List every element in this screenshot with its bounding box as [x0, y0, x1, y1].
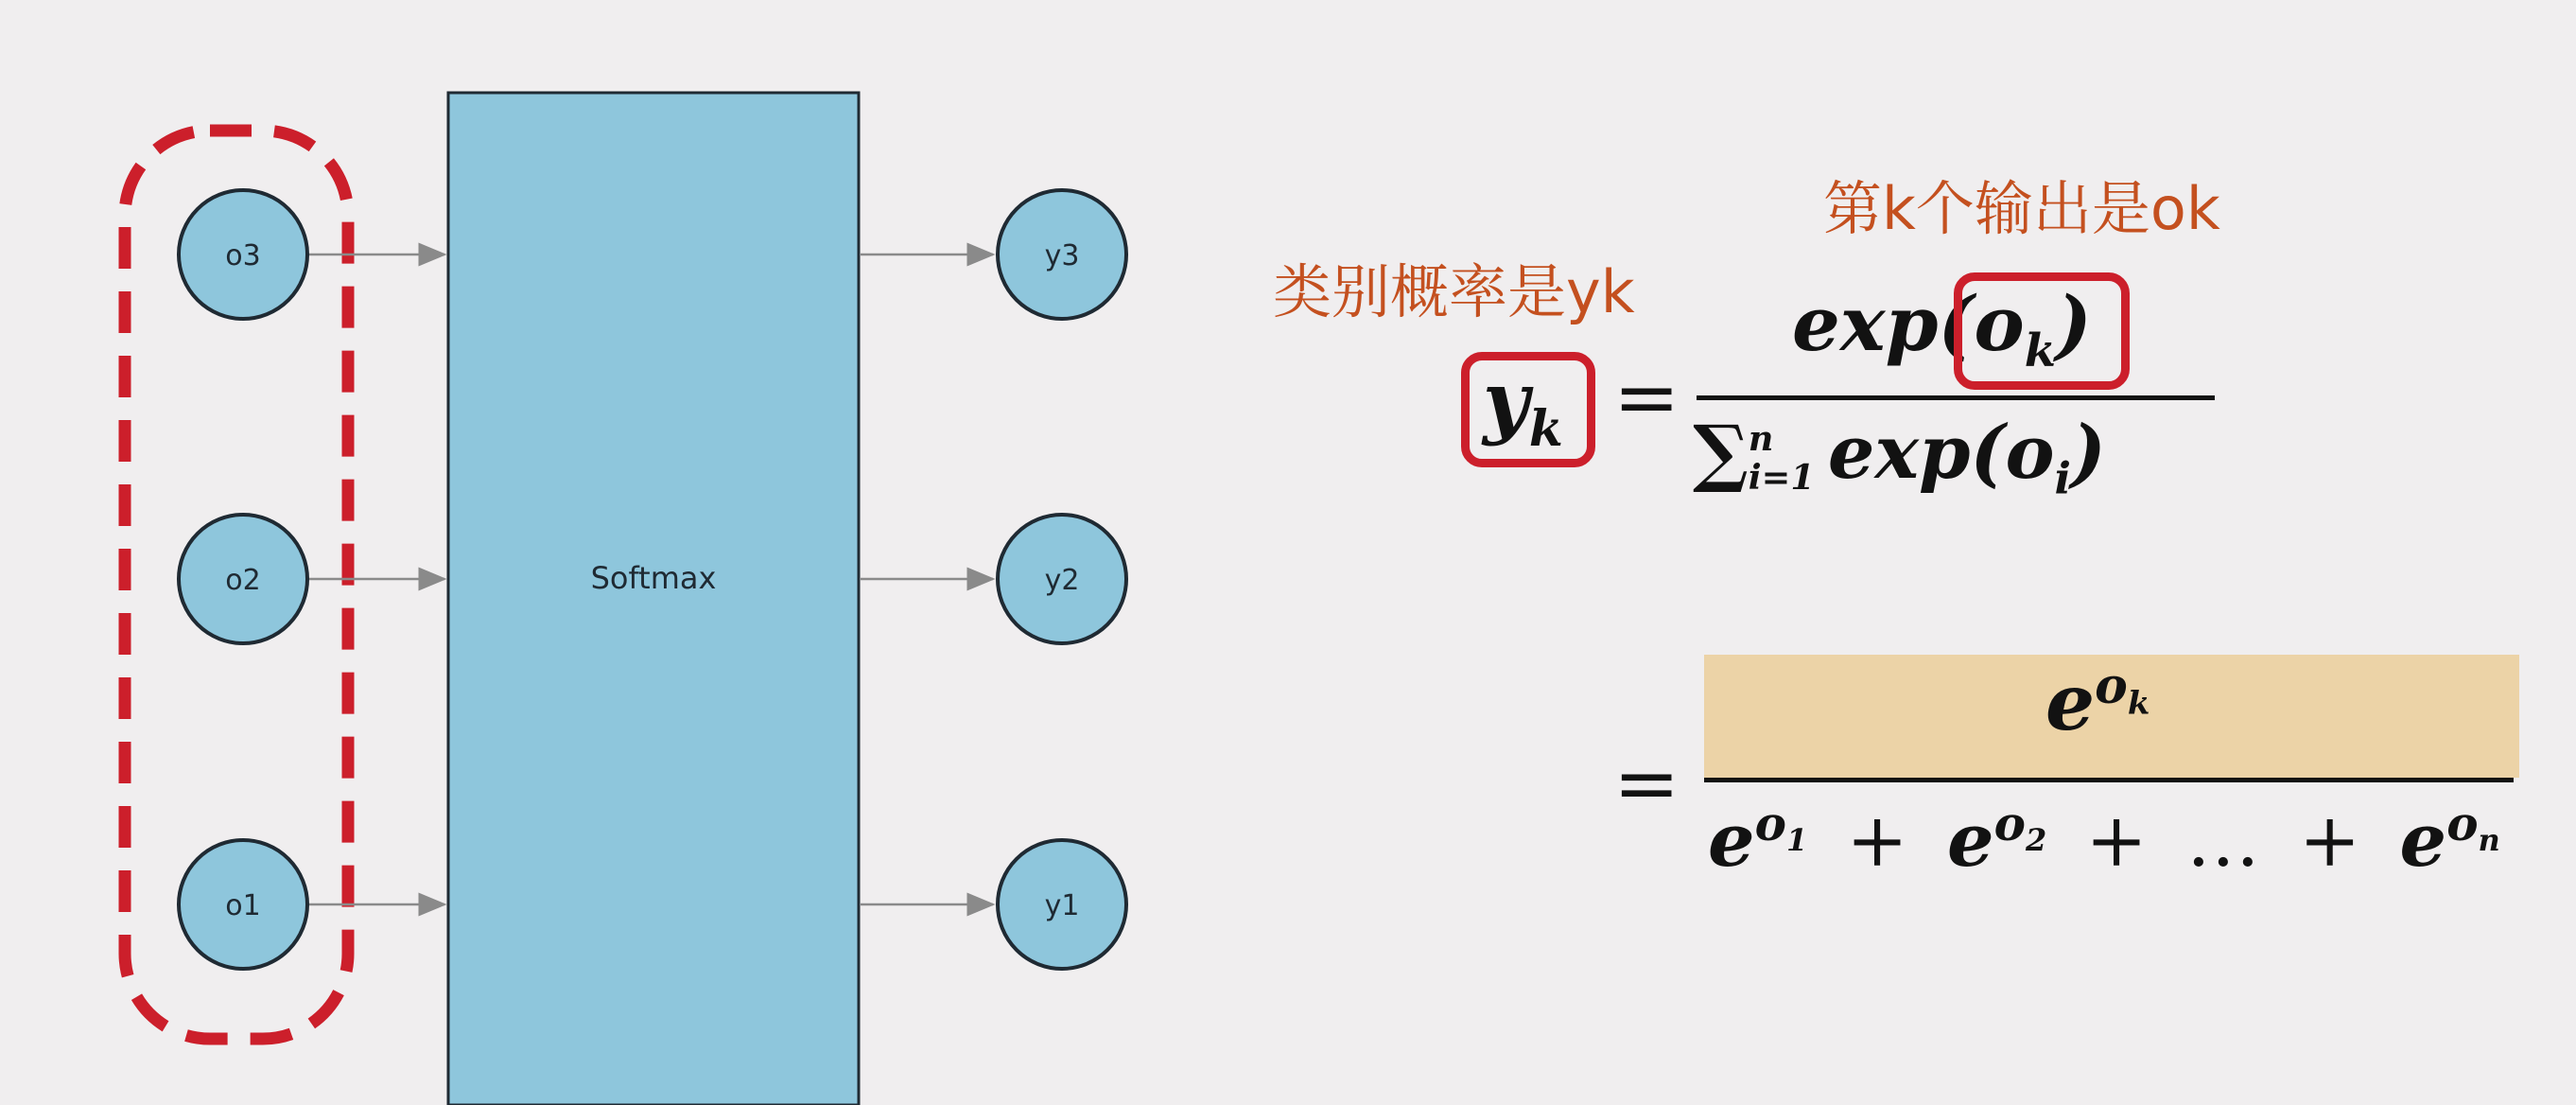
lhs-yk: $y_k$: [1483, 354, 1563, 458]
output-annotation: 第k个输出是ok: [1823, 174, 2220, 243]
output-node-y1-label: y1: [1044, 889, 1080, 922]
equals-sign-1: =: [1613, 351, 1680, 444]
equals-sign-2: =: [1613, 737, 1680, 830]
fraction-line-2: [1704, 778, 2514, 782]
numerator-ok-highlight-box: [1954, 272, 2130, 390]
output-node-y2-label: y2: [1044, 564, 1080, 597]
probability-annotation: 类别概率是yk: [1273, 257, 1635, 326]
input-node-o1-label: o1: [225, 889, 261, 922]
numerator-exp-ok: $\exp(o_k)$: [1792, 279, 2092, 377]
input-node-o2-label: o2: [225, 564, 261, 597]
denominator-sum-exp-oi: ∑ n i=1 $\exp(o_i)$: [1693, 410, 2106, 504]
softmax-label: Softmax: [590, 560, 717, 596]
softmax-network-diagram: [0, 0, 1173, 1105]
numerator-e-ok: $e^{o_k}$: [2045, 657, 2150, 748]
softmax-box: [448, 93, 859, 1105]
output-node-y3-label: y3: [1044, 239, 1080, 272]
denominator-e-sum: $e^{o_1} + e^{o_2}$ + … + $e^{o_n}$: [1708, 796, 2500, 884]
input-node-o3-label: o3: [225, 239, 261, 272]
fraction-line-1: [1697, 395, 2215, 400]
